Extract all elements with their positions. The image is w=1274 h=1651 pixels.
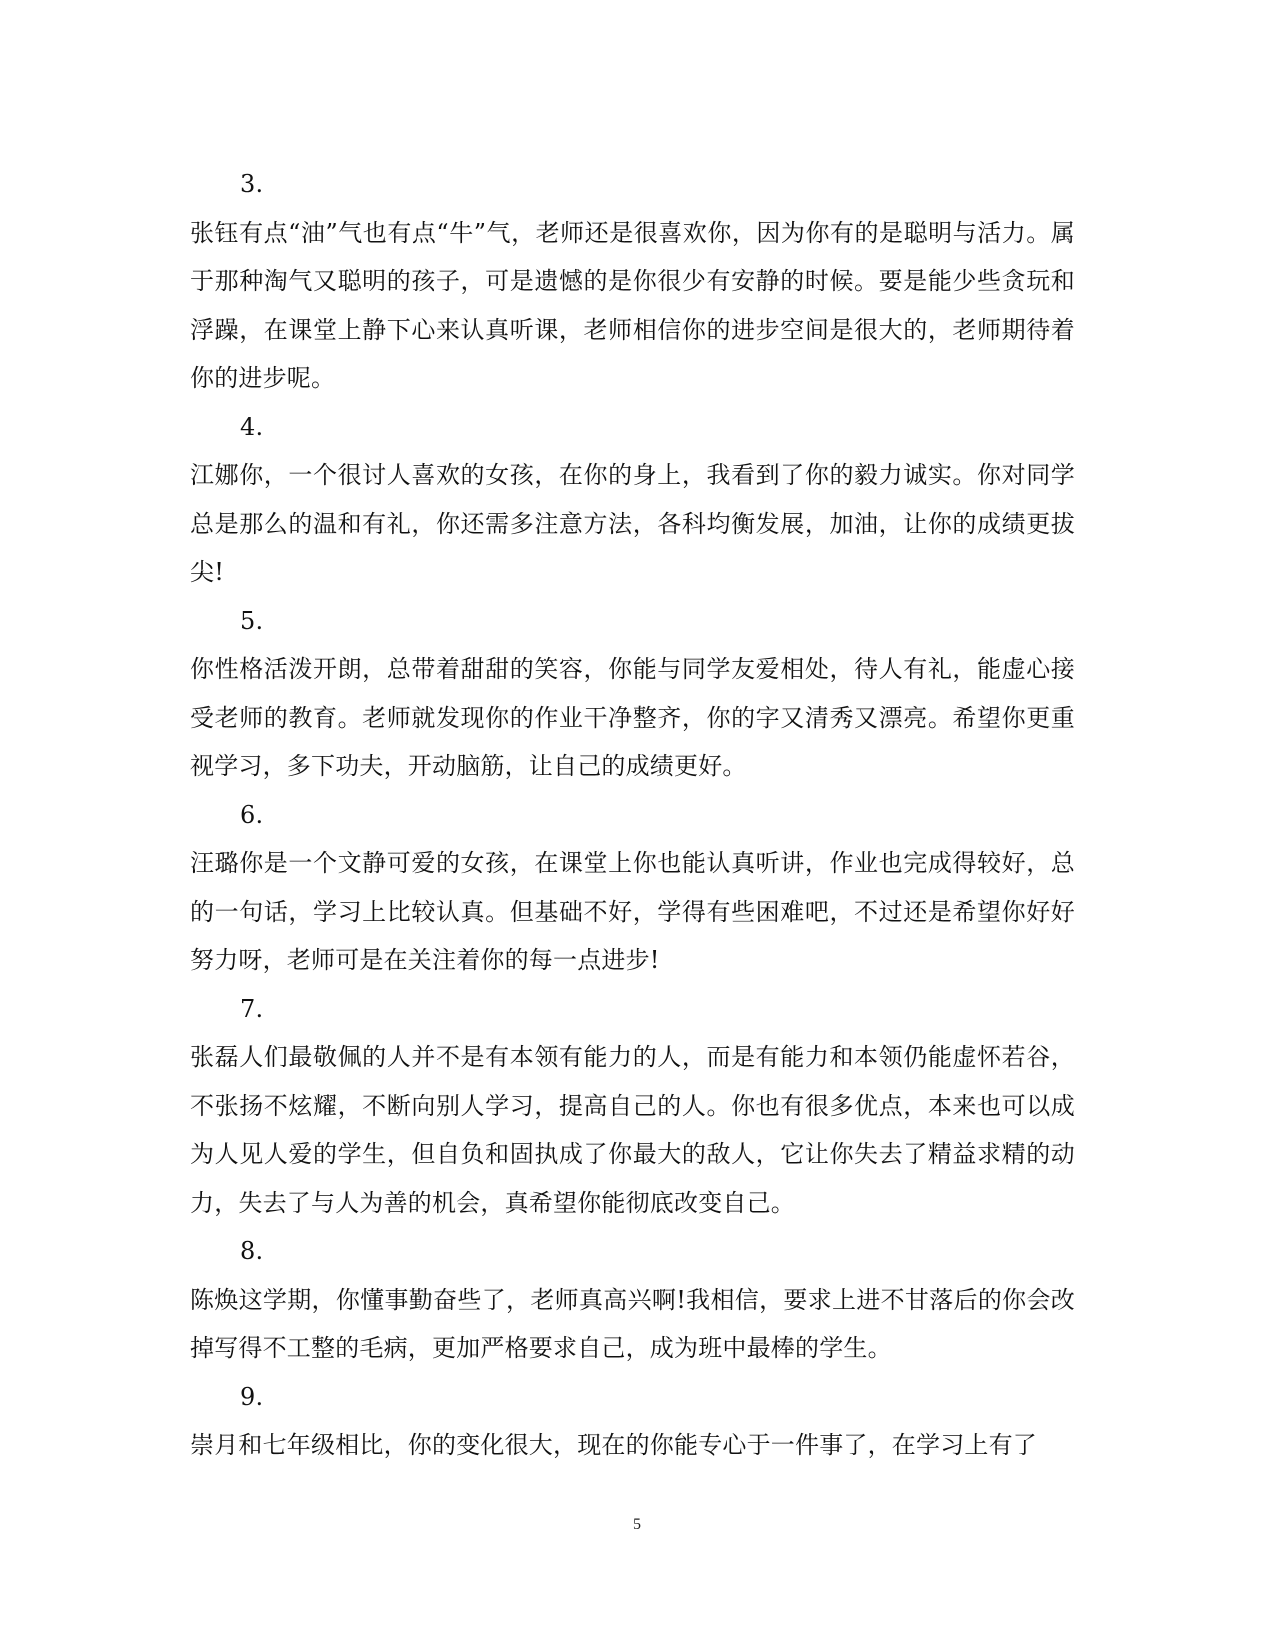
entry-paragraph: 陈焕这学期，你懂事勤奋些了，老师真高兴啊!我相信，要求上进不甘落后的你会改掉写得不工整的毛病，更加严格要求自己，成为班中最棒的学生。 xyxy=(190,1285,1075,1362)
entry-number: 9. xyxy=(240,1382,264,1411)
entry-paragraph: 江娜你，一个很讨人喜欢的女孩，在你的身上，我看到了你的毅力诚实。你对同学总是那么的温和有礼，你还需多注意方法，各科均衡发展，加油，让你的成绩更拔尖! xyxy=(190,461,1075,586)
entry-number: 4. xyxy=(240,412,264,441)
entry-paragraph: 你性格活泼开朗，总带着甜甜的笑容，你能与同学友爱相处，待人有礼，能虚心接受老师的教育。老师就发现你的作业干净整齐，你的字又清秀又漂亮。希望你更重视学习，多下功夫，开动脑筋，让自己的成绩更好。 xyxy=(190,655,1075,780)
entry-number: 3. xyxy=(240,170,264,198)
page-number: 5 xyxy=(633,1516,641,1533)
entry-paragraph: 张钰有点“油”气也有点“牛”气，老师还是很喜欢你，因为你有的是聪明与活力。属于那种淘气又聪明的孩子，可是遗憾的是你很少有安静的时候。要是能少些贪玩和浮躁，在课堂上静下心来认真听课，老师相信你的进步空间是很大的，老师期待着你的进步呢。 xyxy=(190,218,1075,392)
entry-paragraph: 张磊人们最敬佩的人并不是有本领有能力的人，而是有能力和本领仍能虚怀若谷，不张扬不炫耀，不断向别人学习，提高自己的人。你也有很多优点，本来也可以成为人见人爱的学生，但自负和固执成了你最大的敌人，它让你失去了精益求精的动力，失去了与人为善的机会，真希望你能彻底改变自己。 xyxy=(190,1043,1075,1217)
entry-number: 5. xyxy=(240,606,264,635)
entry-number: 6. xyxy=(240,800,264,829)
entry-number: 7. xyxy=(240,994,264,1023)
entry-paragraph: 崇月和七年级相比，你的变化很大，现在的你能专心于一件事了，在学习上有了 xyxy=(190,1431,1037,1459)
entry-number: 8. xyxy=(240,1237,264,1265)
entry-paragraph: 汪璐你是一个文静可爱的女孩，在课堂上你也能认真听讲，作业也完成得较好，总的一句话，学习上比较认真。但基础不好，学得有些困难吧，不过还是希望你好好努力呀，老师可是在关注着你的每一点进步! xyxy=(190,849,1075,974)
document-body xyxy=(190,160,1075,1470)
